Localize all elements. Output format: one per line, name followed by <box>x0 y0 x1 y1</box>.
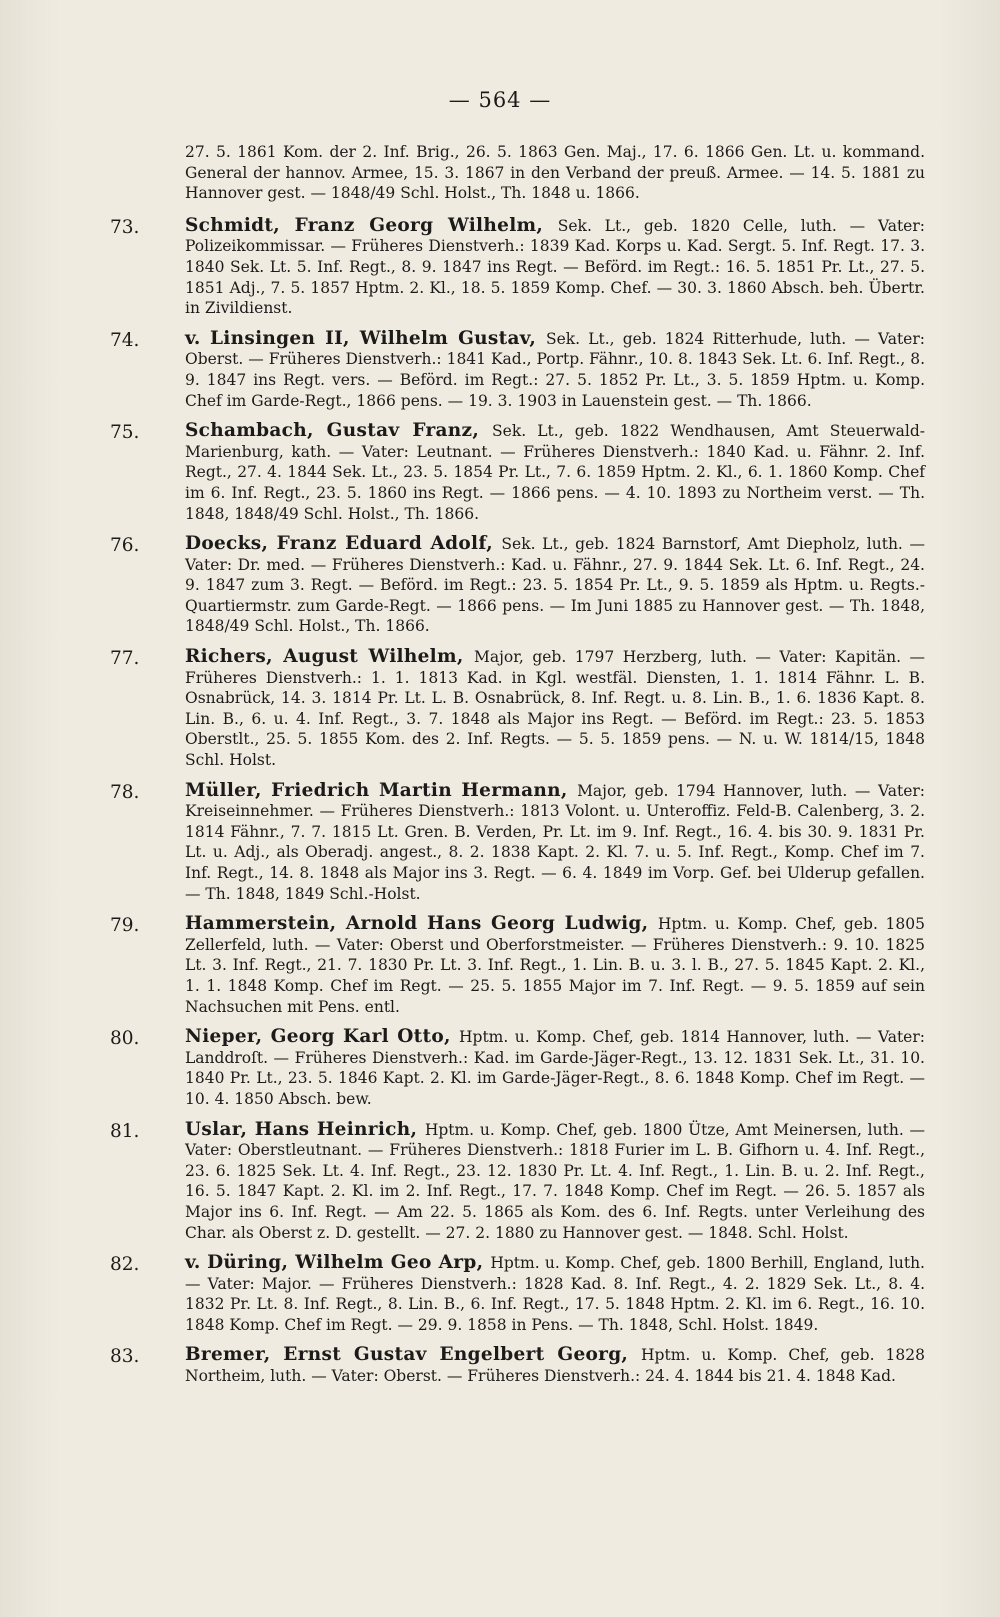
entry-name: Bremer, Ernst Gustav Engelbert Georg, <box>185 1344 642 1366</box>
list-item <box>110 1345 925 1386</box>
entry-list <box>110 142 925 1397</box>
entry-prefix: v. <box>185 327 210 349</box>
entry-text: Hptm. u. Komp. Chef, geb. 1814 Hannover, luth. — Vater: Landdroſt. — Früheres Dienstverh.: Kad. im Garde-Jäger-Regt., 13. 12. 1831 Sek. Lt., 31. 10. 1840 Pr. Lt., 23. 5. 1846 Kapt. 2. Kl. im Garde-Jäger-Regt., 8. 6. 1848 Komp. Chef im Regt. — 10. 4. 1850 Absch. bew. <box>185 1028 925 1108</box>
entry-name: Schambach, Gustav Franz, <box>185 420 493 442</box>
list-item <box>110 1027 925 1109</box>
entry-number: 79. <box>110 915 140 937</box>
entry-prefix: v. <box>185 1252 208 1274</box>
page-number: — 564 — <box>448 88 552 112</box>
entry-number: 80. <box>110 1028 140 1050</box>
entry-number: 81. <box>110 1120 140 1142</box>
list-item <box>110 421 925 524</box>
entry-text: Sek. Lt., geb. 1822 Wendhausen, Amt Steuerwald-Marienburg, kath. — Vater: Leutnant. — Früheres Dienstverh.: 1840 Kad. u. Fähnr. 2. Inf. Regt., 27. 4. 1844 Sek. Lt., 23. 5. 1854 Pr. Lt., 7. 6. 1859 Hptm. 2. Kl., 6. 1. 1860 Komp. Chef im 6. Inf. Regt., 23. 5. 1860 ins Regt. — 1866 pens. — 4. 10. 1893 zu Northeim verst. — Th. 1848, 1848/49 Schl. Holst., Th. 1866. <box>185 422 925 523</box>
list-item <box>110 329 925 411</box>
entry-name: Müller, Friedrich Martin Hermann, <box>185 779 578 801</box>
entry-number: 82. <box>110 1254 140 1276</box>
entry-number: 74. <box>110 329 140 351</box>
entry-name: Nieper, Georg Karl Otto, <box>185 1026 459 1048</box>
entry-number: 83. <box>110 1346 140 1368</box>
entry-name: Schmidt, Franz Georg Wilhelm, <box>185 214 558 236</box>
entry-text: Hptm. u. Komp. Chef, geb. 1800 Berhill, England, luth. — Vater: Major. — Früheres Dienstverh.: 1828 Kad. 8. Inf. Regt., 4. 2. 1829 Sek. Lt., 8. 4. 1832 Pr. Lt. 8. Inf. Regt., 8. Lin. B., 6. Inf. Regt., 17. 5. 1848 Hptm. 2. Kl. im 6. Regt., 16. 10. 1848 Komp. Chef im Regt. — 29. 9. 1858 in Pens. — Th. 1848, Schl. Holst. 1849. <box>185 1254 925 1334</box>
list-item <box>110 142 925 204</box>
entry-number: 78. <box>110 781 140 803</box>
entry-text: Hptm. u. Komp. Chef, geb. 1828 Northeim, luth. — Vater: Oberst. — Früheres Dienstverh.: 24. 4. 1844 bis 21. 4. 1848 Kad. <box>185 1346 925 1386</box>
entry-name: Uslar, Hans Heinrich, <box>185 1118 425 1140</box>
list-item <box>110 216 925 319</box>
entry-number: 73. <box>110 216 140 238</box>
entry-number: 76. <box>110 535 140 557</box>
entry-text: Major, geb. 1794 Hannover, luth. — Vater: Kreiseinnehmer. — Früheres Dienstverh.: 1813 Volont. u. Unteroffiz. Feld-B. Calenberg, 3. 2. 1814 Fähnr., 7. 7. 1815 Lt. Gren. B. Verden, Pr. Lt. im 9. Inf. Regt., 16. 4. bis 30. 9. 1831 Pr. Lt. u. Adj., als Oberadj. angest., 8. 2. 1838 Kapt. 2. Kl. 7. u. 5. Inf. Regt., Komp. Chef im 7. Inf. Regt., 14. 8. 1848 als Major ins 3. Regt. — 6. 4. 1849 im Vorp. Gef. bei Ulderup gefallen. — Th. 1848, 1849 Schl.-Holst. <box>185 781 926 903</box>
entry-name: Düring, Wilhelm Geo Arp, <box>207 1252 491 1274</box>
list-item <box>110 914 925 1017</box>
entry-text: Sek. Lt., geb. 1824 Ritterhude, luth. — Vater: Oberst. — Früheres Dienstverh.: 1841 Kad., Portp. Fähnr., 10. 8. 1843 Sek. Lt. 6. Inf. Regt., 8. 9. 1847 ins Regt. vers. — Beförd. im Regt.: 27. 5. 1852 Pr. Lt., 3. 5. 1859 Hptm. u. Komp. Chef im Garde-Regt., 1866 pens. — 19. 3. 1903 in Lauenstein gest. — Th. 1866. <box>185 329 925 410</box>
entry-text: Hptm. u. Komp. Chef, geb. 1800 Ütze, Amt Meinersen, luth. — Vater: Oberstleutnant. — Früheres Dienstverh.: 1818 Furier im L. B. Gifhorn u. 4. Inf. Regt., 23. 6. 1825 Sek. Lt. 4. Inf. Regt., 23. 12. 1830 Pr. Lt. 4. Inf. Regt., 1. Lin. B. u. 2. Inf. Regt., 16. 5. 1847 Kapt. 2. Kl. im 2. Inf. Regt., 17. 7. 1848 Komp. Chef im Regt. — 26. 5. 1857 als Major ins 6. Inf. Regt. — Am 22. 5. 1865 als Kom. des 6. Inf. Regts. unter Verleihung des Char. als Oberst z. D. gestellt. — 27. 2. 1880 zu Hannover gest. — 1848. Schl. Holst. <box>185 1120 925 1242</box>
entry-name: Linsingen II, Wilhelm Gustav, <box>209 327 546 349</box>
list-item <box>110 647 925 771</box>
entry-name: Doecks, Franz Eduard Adolf, <box>185 533 502 555</box>
list-item <box>110 781 925 905</box>
entry-text: Major, geb. 1797 Herzberg, luth. — Vater: Kapitän. — Früheres Dienstverh.: 1. 1. 1813 Kad. in Kgl. westfäl. Diensten, 1. 1. 1814 Fähnr. L. B. Osnabrück, 14. 3. 1814 Pr. Lt. L. B. Osnabrück, 8. Inf. Regt. u. 8. Lin. B., 1. 6. 1836 Kapt. 8. Lin. B., 6. u. 4. Inf. Regt., 3. 7. 1848 als Major ins Regt. — Beförd. im Regt.: 23. 5. 1853 Oberstlt., 25. 5. 1855 Kom. des 2. Inf. Regts. — 5. 5. 1859 pens. — N. u. W. 1814/15, 1848 Schl. Holst. <box>185 648 926 770</box>
entry-name: Hammerstein, Arnold Hans Georg Ludwig, <box>185 913 658 935</box>
entry-number: 75. <box>110 422 140 444</box>
list-item <box>110 1120 925 1244</box>
list-item <box>110 534 925 637</box>
entry-text: Hptm. u. Komp. Chef, geb. 1805 Zellerfeld, luth. — Vater: Oberst und Oberforstmeister. — Früheres Dienstverh.: 9. 10. 1825 Lt. 3. Inf. Regt., 21. 7. 1830 Pr. Lt. 3. Inf. Regt., 1. Lin. B. u. 3. l. B., 27. 5. 1845 Kapt. 2. Kl., 1. 1. 1848 Komp. Chef im Regt. — 25. 5. 1855 Major im 7. Inf. Regt. — 9. 5. 1859 auf sein Nachsuchen mit Pens. entl. <box>185 915 925 1016</box>
entry-name: Richers, August Wilhelm, <box>185 646 474 668</box>
entry-text: 27. 5. 1861 Kom. der 2. Inf. Brig., 26. 5. 1863 Gen. Maj., 17. 6. 1866 Gen. Lt. u. kommand. General der hannov. Armee, 15. 3. 1867 in den Verband der preuß. Armee. — 14. 5. 1881 zu Hannover gest. — 1848/49 Schl. Holst., Th. 1848 u. 1866. <box>185 143 925 203</box>
list-item <box>110 1253 925 1335</box>
entry-text: Sek. Lt., geb. 1824 Barnstorf, Amt Diepholz, luth. — Vater: Dr. med. — Früheres Dienstverh.: Kad. u. Fähnr., 27. 9. 1844 Sek. Lt. 6. Inf. Regt., 24. 9. 1847 zum 3. Regt. — Beförd. im Regt.: 23. 5. 1854 Pr. Lt., 9. 5. 1859 als Hptm. u. Regts.-Quartiermstr. zum Garde-Regt. — 1866 pens. — Im Juni 1885 zu Hannover gest. — Th. 1848, 1848/49 Schl. Holst., Th. 1866. <box>185 535 925 636</box>
entry-text: Sek. Lt., geb. 1820 Celle, luth. — Vater: Polizeikommissar. — Früheres Dienstverh.: 1839 Kad. Korps u. Kad. Sergt. 5. Inf. Regt. 17. 3. 1840 Sek. Lt. 5. Inf. Regt., 8. 9. 1847 ins Regt. — Beförd. im Regt.: 16. 5. 1851 Pr. Lt., 27. 5. 1851 Adj., 7. 5. 1857 Hptm. 2. Kl., 18. 5. 1859 Komp. Chef. — 30. 3. 1860 Absch. beh. Übertr. in Zivildienst. <box>185 216 925 318</box>
entry-number: 77. <box>110 648 140 670</box>
